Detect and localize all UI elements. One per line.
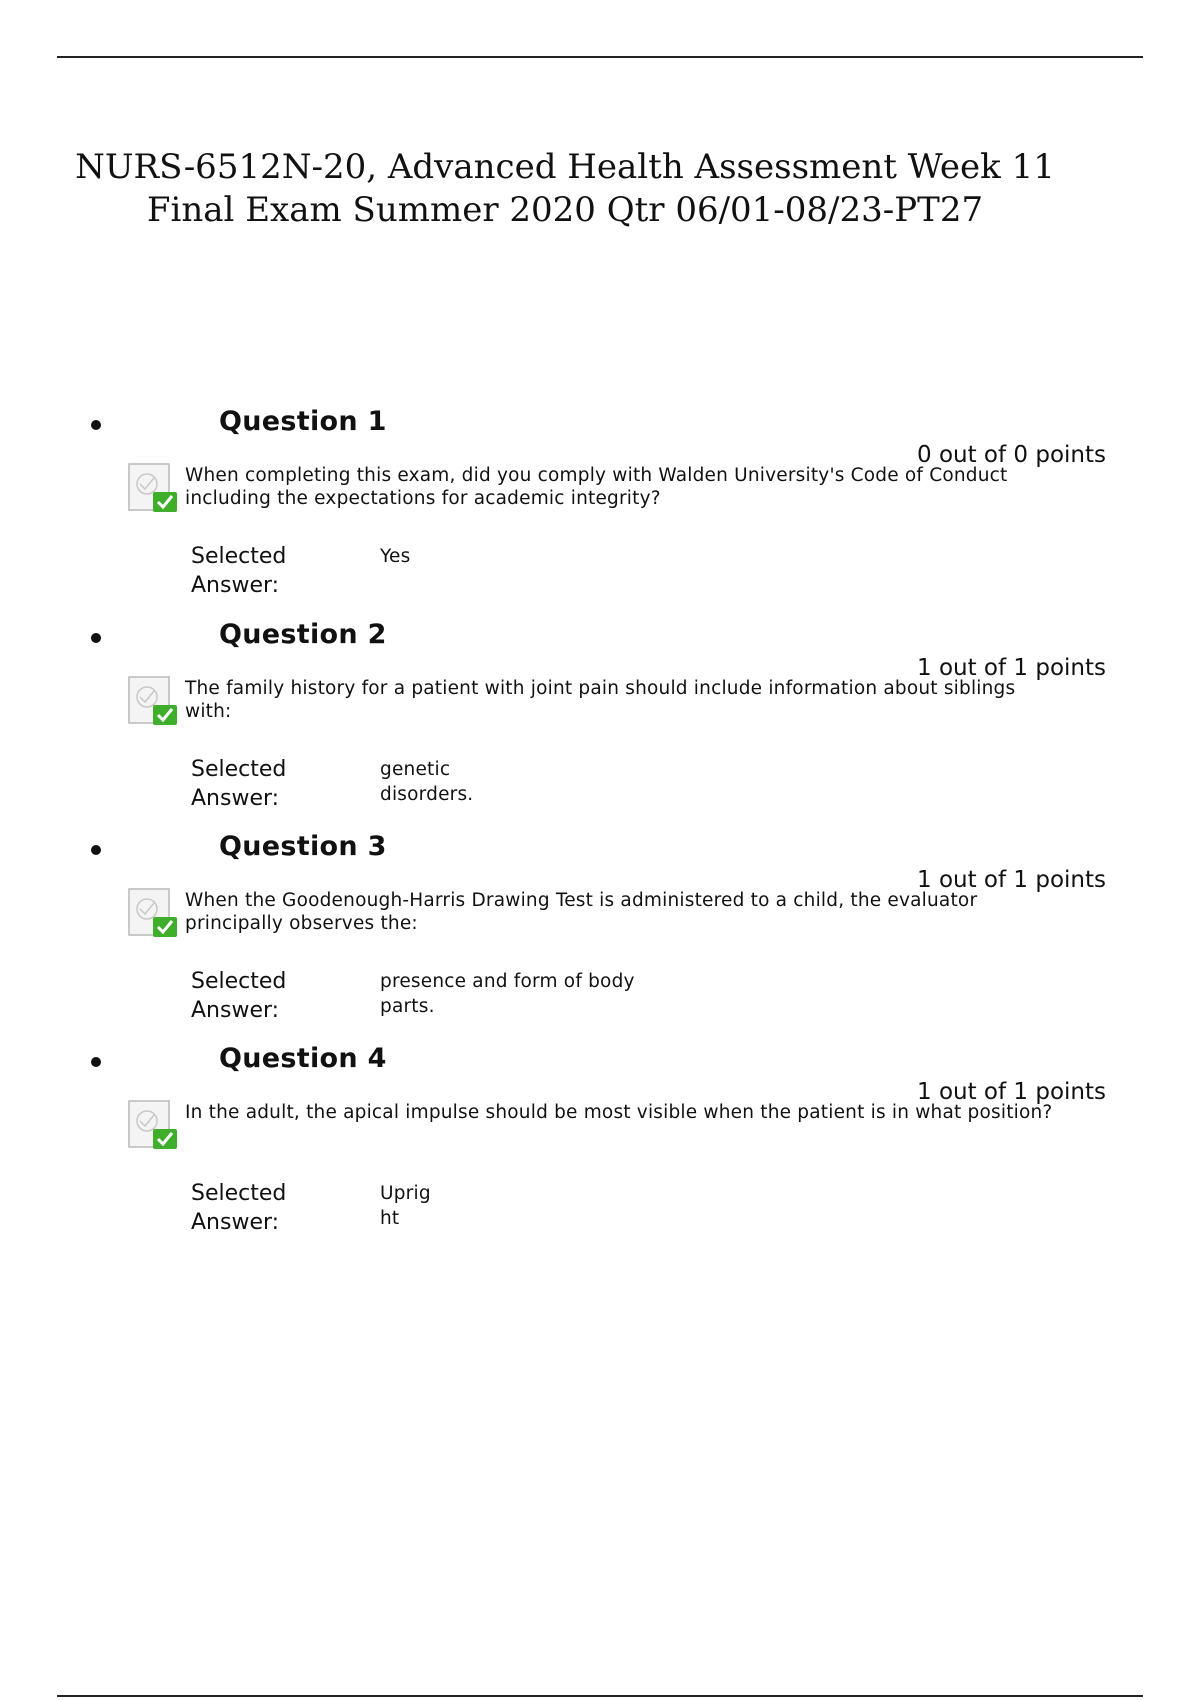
selected-answer-value: presence and form of body parts. <box>380 971 635 1017</box>
bullet-dot <box>91 1057 101 1067</box>
correct-check-icon <box>127 462 179 514</box>
question-heading: Question 3 <box>219 831 387 862</box>
correct-check-icon <box>127 887 179 939</box>
selected-answer-value: Yes <box>380 546 411 567</box>
bullet-dot <box>91 420 101 430</box>
question-text: When the Goodenough-Harris Drawing Test is administered to a child, the evaluator principally observes the: <box>185 890 978 934</box>
bottom-rule <box>57 1695 1143 1697</box>
question-heading: Question 1 <box>219 406 387 437</box>
bullet-dot <box>91 633 101 643</box>
selected-answer-label: Selected Answer: <box>191 1181 287 1235</box>
question-heading: Question 2 <box>219 619 387 650</box>
bullet-dot <box>91 845 101 855</box>
question-text: When completing this exam, did you comply with Walden University's Code of Conduct including the expectations for academic integrity? <box>185 465 1008 509</box>
question-points: 1 out of 1 points <box>917 655 1106 681</box>
question-points: 1 out of 1 points <box>917 867 1106 893</box>
selected-answer-value: genetic disorders. <box>380 759 474 805</box>
question-heading: Question 4 <box>219 1043 387 1074</box>
correct-check-icon <box>127 1099 179 1151</box>
selected-answer-label: Selected Answer: <box>191 757 287 811</box>
question-block-2 <box>0 617 1200 827</box>
question-block-4 <box>0 1041 1200 1251</box>
question-points: 0 out of 0 points <box>917 442 1106 468</box>
question-block-1 <box>0 404 1200 614</box>
question-text: In the adult, the apical impulse should be most visible when the patient is in what position? <box>185 1102 1053 1123</box>
selected-answer-label: Selected Answer: <box>191 544 287 598</box>
question-points: 1 out of 1 points <box>917 1079 1106 1105</box>
question-text: The family history for a patient with joint pain should include information about siblings with: <box>185 678 1016 722</box>
correct-check-icon <box>127 675 179 727</box>
top-rule <box>57 56 1143 58</box>
selected-answer-value: Upright <box>380 1183 431 1229</box>
selected-answer-label: Selected Answer: <box>191 969 287 1023</box>
question-block-3 <box>0 829 1200 1039</box>
document-title: NURS-6512N-20, Advanced Health Assessment Week 11 Final Exam Summer 2020 Qtr 06/01-08/23-PT27 <box>75 147 1055 230</box>
